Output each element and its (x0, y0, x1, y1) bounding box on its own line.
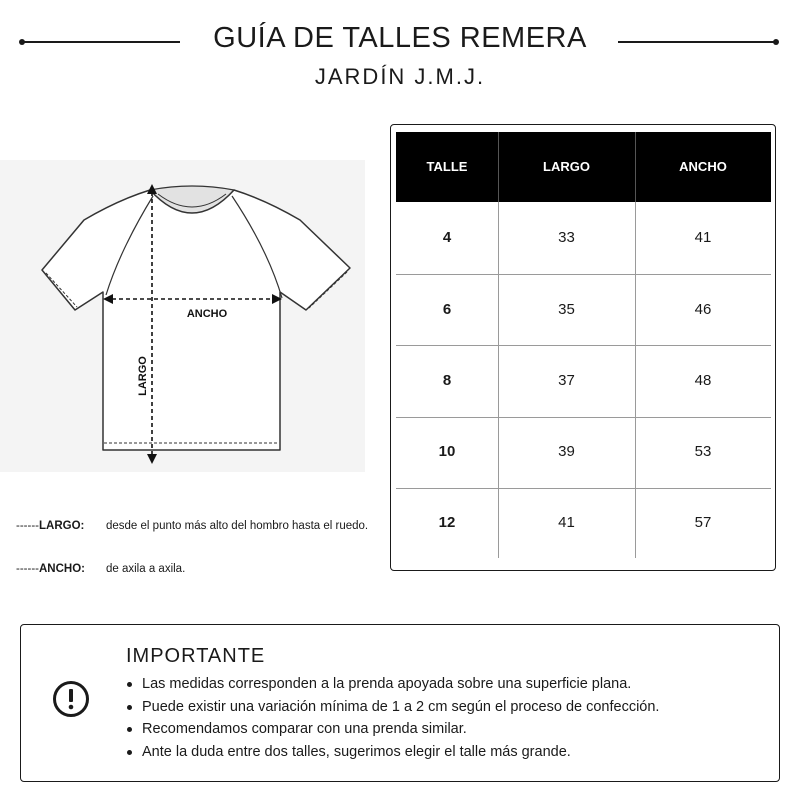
legend-term-ancho: ANCHO: (38, 563, 85, 575)
table-cell-talle: 8 (442, 372, 452, 389)
row-divider (396, 274, 771, 275)
list-item: Las medidas corresponden a la prenda apoyada sobre una superficie plana. (122, 673, 659, 696)
list-item: Recomendamos comparar con una prenda similar. (122, 718, 659, 741)
page-subtitle: JARDÍN J.M.J. (314, 64, 486, 89)
table-cell-talle: 12 (438, 514, 456, 531)
table-cell-largo: 39 (558, 443, 575, 460)
table-cell-ancho: 41 (694, 229, 712, 246)
table-cell-ancho: 48 (694, 372, 712, 389)
legend-ancho (16, 562, 391, 578)
legend-term-largo: LARGO: (38, 520, 85, 532)
table-cell-talle: 10 (438, 443, 456, 460)
important-title: IMPORTANTE (126, 645, 266, 667)
table-cell-largo: 35 (558, 301, 575, 318)
legend-dashes: ------ (16, 563, 39, 575)
legend-desc-largo: desde el punto más alto del hombro hasta el ruedo. (106, 520, 369, 532)
legend-desc-ancho: de axila a axila. (106, 563, 186, 575)
legend-largo (16, 519, 391, 553)
table-cell-largo: 41 (558, 514, 575, 531)
table-cell-largo: 33 (558, 229, 575, 246)
table-cell-talle: 4 (442, 229, 452, 246)
table-cell-largo: 37 (558, 372, 575, 389)
table-cell-talle: 6 (442, 301, 452, 318)
tshirt-diagram (0, 160, 365, 472)
list-item: Ante la duda entre dos talles, sugerimos elegir el talle más grande. (122, 741, 659, 764)
row-divider (396, 488, 771, 489)
header-talle: TALLE (426, 159, 468, 174)
largo-label: LARGO (137, 356, 149, 396)
alert-circle-icon (52, 680, 90, 718)
row-divider (396, 345, 771, 346)
table-cell-ancho: 46 (694, 301, 712, 318)
legend-dashes: ------ (16, 520, 39, 532)
list-item: Puede existir una variación mínima de 1 a 2 cm según el proceso de confección. (122, 696, 659, 719)
page-title: GUÍA DE TALLES REMERA (213, 22, 587, 54)
table-cell-ancho: 57 (694, 514, 712, 531)
column-divider (498, 132, 499, 202)
tshirt-illustration (0, 160, 365, 472)
row-divider (396, 417, 771, 418)
column-divider (635, 132, 636, 202)
important-list (122, 673, 659, 763)
ancho-label: ANCHO (186, 308, 228, 320)
table-cell-ancho: 53 (694, 443, 712, 460)
header-ancho: ANCHO (679, 159, 727, 174)
header-largo: LARGO (543, 159, 590, 174)
